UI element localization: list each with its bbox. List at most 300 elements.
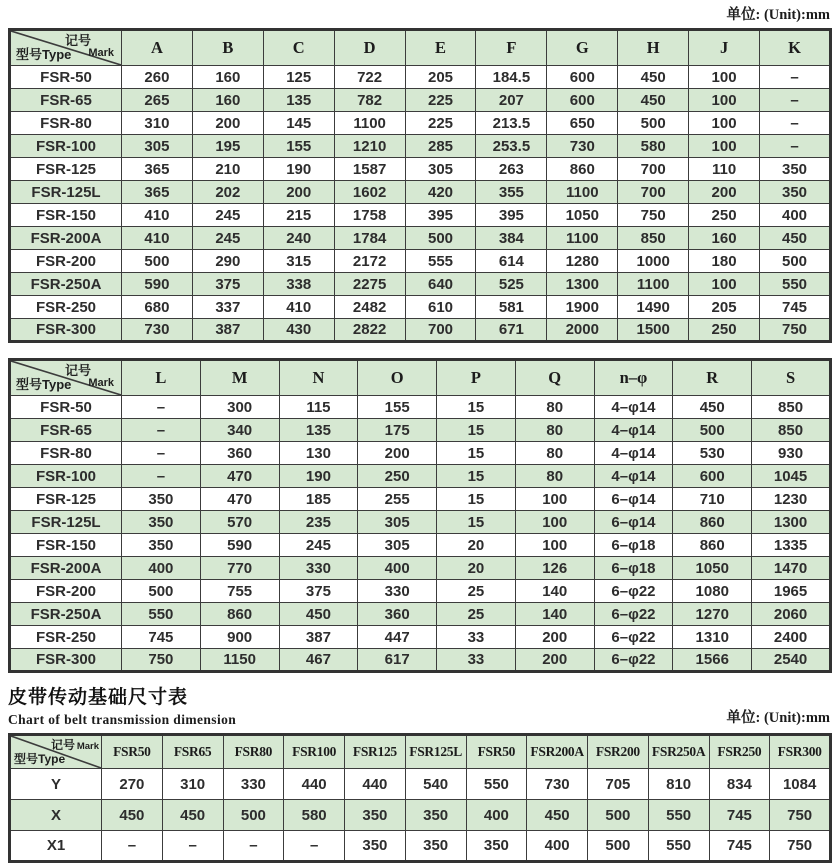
table-row: [10, 603, 831, 626]
value-cell: 33: [437, 626, 516, 649]
value-cell: 614: [476, 250, 547, 273]
value-cell: 722: [334, 66, 405, 89]
value-cell: 2540: [752, 649, 831, 672]
corner-mark-en: Mark: [76, 741, 99, 753]
value-cell: 6–φ22: [594, 626, 673, 649]
column-header: FSR200: [588, 735, 649, 769]
column-header: D: [334, 30, 405, 66]
value-cell: 384: [476, 227, 547, 250]
header-row: [10, 735, 831, 769]
value-cell: 550: [648, 831, 709, 862]
value-cell: 135: [279, 419, 358, 442]
value-cell: 782: [334, 89, 405, 112]
column-header: FSR250: [709, 735, 770, 769]
row-label: Y: [10, 769, 102, 800]
value-cell: 1270: [673, 603, 752, 626]
column-header: H: [618, 30, 689, 66]
value-cell: 450: [102, 800, 163, 831]
value-cell: 600: [547, 89, 618, 112]
value-cell: 130: [279, 442, 358, 465]
value-cell: 6–φ18: [594, 534, 673, 557]
value-cell: 180: [689, 250, 760, 273]
value-cell: 175: [358, 419, 437, 442]
value-cell: 860: [547, 158, 618, 181]
value-cell: 580: [284, 800, 345, 831]
value-cell: 80: [515, 419, 594, 442]
value-cell: 235: [279, 511, 358, 534]
value-cell: 200: [515, 626, 594, 649]
column-header: FSR125: [345, 735, 406, 769]
row-label: FSR-50: [10, 396, 122, 419]
column-header: n–φ: [594, 360, 673, 396]
value-cell: 400: [760, 204, 831, 227]
value-cell: 350: [122, 488, 201, 511]
value-cell: 1230: [752, 488, 831, 511]
value-cell: 225: [405, 112, 476, 135]
row-label: FSR-80: [10, 112, 122, 135]
value-cell: 350: [405, 831, 466, 862]
value-cell: 1045: [752, 465, 831, 488]
value-cell: 750: [618, 204, 689, 227]
value-cell: 15: [437, 465, 516, 488]
value-cell: 100: [689, 273, 760, 296]
value-cell: 1300: [547, 273, 618, 296]
value-cell: –: [760, 112, 831, 135]
value-cell: 1490: [618, 296, 689, 319]
value-cell: 467: [279, 649, 358, 672]
corner-header-cell: [10, 30, 122, 66]
value-cell: 395: [405, 204, 476, 227]
corner-mark-cn: 记号: [50, 738, 75, 753]
table-row: [10, 319, 831, 342]
row-label: FSR-125L: [10, 181, 122, 204]
value-cell: –: [122, 396, 201, 419]
value-cell: 25: [437, 580, 516, 603]
row-label: FSR-100: [10, 135, 122, 158]
table-row: [10, 181, 831, 204]
value-cell: 705: [588, 769, 649, 800]
value-cell: 337: [192, 296, 263, 319]
value-cell: 850: [752, 419, 831, 442]
value-cell: 1050: [673, 557, 752, 580]
value-cell: 140: [515, 603, 594, 626]
value-cell: 350: [345, 800, 406, 831]
value-cell: 450: [162, 800, 223, 831]
value-cell: 365: [122, 181, 193, 204]
column-header: O: [358, 360, 437, 396]
value-cell: 610: [405, 296, 476, 319]
value-cell: 400: [122, 557, 201, 580]
table-row: [10, 831, 831, 862]
value-cell: 6–φ22: [594, 603, 673, 626]
row-label: FSR-65: [10, 89, 122, 112]
value-cell: 200: [358, 442, 437, 465]
value-cell: 834: [709, 769, 770, 800]
value-cell: 395: [476, 204, 547, 227]
corner-header-cell: [10, 360, 122, 396]
column-header: A: [122, 30, 193, 66]
value-cell: 745: [709, 831, 770, 862]
dimension-table-1: [8, 28, 832, 343]
value-cell: 750: [770, 800, 831, 831]
value-cell: 6–φ18: [594, 557, 673, 580]
value-cell: 860: [200, 603, 279, 626]
column-header: E: [405, 30, 476, 66]
column-header: J: [689, 30, 760, 66]
value-cell: 184.5: [476, 66, 547, 89]
row-label: FSR-200A: [10, 557, 122, 580]
header-row: [10, 30, 831, 66]
value-cell: 100: [689, 112, 760, 135]
header-row: [10, 360, 831, 396]
value-cell: 140: [515, 580, 594, 603]
value-cell: 650: [547, 112, 618, 135]
value-cell: 80: [515, 442, 594, 465]
value-cell: 245: [192, 204, 263, 227]
value-cell: 255: [358, 488, 437, 511]
column-header: L: [122, 360, 201, 396]
value-cell: 500: [122, 250, 193, 273]
column-header: S: [752, 360, 831, 396]
value-cell: 440: [345, 769, 406, 800]
value-cell: 375: [192, 273, 263, 296]
table-row: [10, 112, 831, 135]
column-header: FSR300: [770, 735, 831, 769]
value-cell: 1335: [752, 534, 831, 557]
table-row: [10, 273, 831, 296]
value-cell: 500: [122, 580, 201, 603]
value-cell: 710: [673, 488, 752, 511]
value-cell: –: [760, 135, 831, 158]
value-cell: 160: [689, 227, 760, 250]
value-cell: 195: [192, 135, 263, 158]
corner-type-label: 型号Type: [14, 752, 66, 767]
value-cell: 1965: [752, 580, 831, 603]
value-cell: 555: [405, 250, 476, 273]
column-header: K: [760, 30, 831, 66]
column-header: F: [476, 30, 547, 66]
value-cell: 2400: [752, 626, 831, 649]
value-cell: 190: [279, 465, 358, 488]
value-cell: 205: [405, 66, 476, 89]
table-row: [10, 66, 831, 89]
value-cell: 745: [760, 296, 831, 319]
value-cell: 2000: [547, 319, 618, 342]
value-cell: 730: [122, 319, 193, 342]
column-header: FSR65: [162, 735, 223, 769]
value-cell: 540: [405, 769, 466, 800]
value-cell: 355: [476, 181, 547, 204]
value-cell: 20: [437, 534, 516, 557]
value-cell: 750: [760, 319, 831, 342]
value-cell: 1900: [547, 296, 618, 319]
table-row: [10, 419, 831, 442]
value-cell: 500: [760, 250, 831, 273]
value-cell: 4–φ14: [594, 396, 673, 419]
row-label: FSR-200: [10, 580, 122, 603]
value-cell: 617: [358, 649, 437, 672]
value-cell: 850: [618, 227, 689, 250]
value-cell: 33: [437, 649, 516, 672]
value-cell: 100: [689, 135, 760, 158]
value-cell: 225: [405, 89, 476, 112]
column-header: P: [437, 360, 516, 396]
row-label: X: [10, 800, 102, 831]
value-cell: 185: [279, 488, 358, 511]
value-cell: 15: [437, 442, 516, 465]
value-cell: 500: [405, 227, 476, 250]
value-cell: 4–φ14: [594, 465, 673, 488]
table-row: [10, 204, 831, 227]
column-header: N: [279, 360, 358, 396]
value-cell: 745: [709, 800, 770, 831]
value-cell: 213.5: [476, 112, 547, 135]
row-label: FSR-80: [10, 442, 122, 465]
value-cell: 755: [200, 580, 279, 603]
value-cell: 360: [358, 603, 437, 626]
value-cell: 400: [358, 557, 437, 580]
value-cell: 160: [192, 89, 263, 112]
value-cell: 500: [673, 419, 752, 442]
value-cell: 470: [200, 488, 279, 511]
value-cell: 110: [689, 158, 760, 181]
table-row: [10, 135, 831, 158]
row-label: FSR-250: [10, 626, 122, 649]
value-cell: 387: [192, 319, 263, 342]
value-cell: 20: [437, 557, 516, 580]
column-header: R: [673, 360, 752, 396]
value-cell: 290: [192, 250, 263, 273]
value-cell: 15: [437, 488, 516, 511]
value-cell: –: [760, 89, 831, 112]
value-cell: 250: [689, 204, 760, 227]
value-cell: 750: [770, 831, 831, 862]
value-cell: 1084: [770, 769, 831, 800]
value-cell: 350: [466, 831, 527, 862]
value-cell: 200: [689, 181, 760, 204]
value-cell: 190: [263, 158, 334, 181]
value-cell: 6–φ22: [594, 580, 673, 603]
value-cell: 1310: [673, 626, 752, 649]
value-cell: 250: [689, 319, 760, 342]
value-cell: 15: [437, 511, 516, 534]
value-cell: 570: [200, 511, 279, 534]
row-label: FSR-150: [10, 534, 122, 557]
row-label: FSR-125: [10, 158, 122, 181]
column-header: FSR50: [102, 735, 163, 769]
value-cell: 1300: [752, 511, 831, 534]
belt-section-header: [8, 682, 832, 728]
value-cell: 263: [476, 158, 547, 181]
value-cell: 15: [437, 419, 516, 442]
value-cell: 200: [515, 649, 594, 672]
row-label: FSR-200: [10, 250, 122, 273]
value-cell: 440: [284, 769, 345, 800]
value-cell: 305: [358, 511, 437, 534]
value-cell: 2172: [334, 250, 405, 273]
row-label: FSR-50: [10, 66, 122, 89]
value-cell: 350: [122, 534, 201, 557]
row-label: FSR-300: [10, 649, 122, 672]
value-cell: 750: [122, 649, 201, 672]
value-cell: 360: [200, 442, 279, 465]
column-header: G: [547, 30, 618, 66]
value-cell: 387: [279, 626, 358, 649]
value-cell: 100: [515, 534, 594, 557]
column-header: FSR50: [466, 735, 527, 769]
value-cell: 450: [760, 227, 831, 250]
value-cell: 265: [122, 89, 193, 112]
value-cell: 15: [437, 396, 516, 419]
value-cell: 770: [200, 557, 279, 580]
value-cell: 550: [122, 603, 201, 626]
row-label: FSR-250: [10, 296, 122, 319]
value-cell: 730: [547, 135, 618, 158]
value-cell: 315: [263, 250, 334, 273]
value-cell: 590: [200, 534, 279, 557]
value-cell: 470: [200, 465, 279, 488]
value-cell: 2482: [334, 296, 405, 319]
value-cell: 900: [200, 626, 279, 649]
value-cell: 305: [358, 534, 437, 557]
table-row: [10, 511, 831, 534]
table-row: [10, 534, 831, 557]
value-cell: –: [162, 831, 223, 862]
column-header: C: [263, 30, 334, 66]
value-cell: 450: [279, 603, 358, 626]
value-cell: –: [122, 419, 201, 442]
value-cell: 330: [223, 769, 284, 800]
value-cell: 330: [279, 557, 358, 580]
value-cell: 745: [122, 626, 201, 649]
value-cell: –: [102, 831, 163, 862]
table-row: [10, 488, 831, 511]
value-cell: 100: [689, 89, 760, 112]
value-cell: 80: [515, 396, 594, 419]
value-cell: 447: [358, 626, 437, 649]
table-row: [10, 769, 831, 800]
value-cell: 260: [122, 66, 193, 89]
table-row: [10, 396, 831, 419]
table-row: [10, 626, 831, 649]
value-cell: 450: [618, 66, 689, 89]
value-cell: 680: [122, 296, 193, 319]
corner-type-label: 型号Type: [16, 377, 72, 393]
value-cell: 700: [618, 181, 689, 204]
value-cell: 600: [547, 66, 618, 89]
row-label: FSR-65: [10, 419, 122, 442]
unit-label-bottom: 单位: (Unit):mm: [726, 710, 830, 726]
value-cell: 420: [405, 181, 476, 204]
value-cell: 500: [223, 800, 284, 831]
corner-header-cell: [10, 735, 102, 769]
value-cell: 160: [192, 66, 263, 89]
table-row: [10, 465, 831, 488]
dimension-table-2: [8, 358, 832, 673]
column-header: FSR125L: [405, 735, 466, 769]
table-row: [10, 227, 831, 250]
value-cell: 330: [358, 580, 437, 603]
value-cell: 1210: [334, 135, 405, 158]
value-cell: 671: [476, 319, 547, 342]
value-cell: 350: [405, 800, 466, 831]
unit-label-top: 单位: (Unit):mm: [726, 7, 830, 23]
table-row: [10, 442, 831, 465]
value-cell: –: [760, 66, 831, 89]
value-cell: 2060: [752, 603, 831, 626]
value-cell: 245: [192, 227, 263, 250]
value-cell: 350: [345, 831, 406, 862]
value-cell: 310: [162, 769, 223, 800]
value-cell: 338: [263, 273, 334, 296]
value-cell: 155: [358, 396, 437, 419]
value-cell: 205: [689, 296, 760, 319]
value-cell: 1587: [334, 158, 405, 181]
value-cell: 6–φ22: [594, 649, 673, 672]
value-cell: 4–φ14: [594, 419, 673, 442]
column-header: FSR250A: [648, 735, 709, 769]
value-cell: 202: [192, 181, 263, 204]
value-cell: 1100: [547, 227, 618, 250]
value-cell: 550: [466, 769, 527, 800]
value-cell: 100: [515, 488, 594, 511]
value-cell: 100: [689, 66, 760, 89]
row-label: X1: [10, 831, 102, 862]
value-cell: 25: [437, 603, 516, 626]
table-row: [10, 89, 831, 112]
table-row: [10, 296, 831, 319]
value-cell: 1080: [673, 580, 752, 603]
value-cell: 1566: [673, 649, 752, 672]
value-cell: 2275: [334, 273, 405, 296]
value-cell: 1100: [334, 112, 405, 135]
table-row: [10, 580, 831, 603]
value-cell: 115: [279, 396, 358, 419]
value-cell: 1470: [752, 557, 831, 580]
corner-mark-cn: 记号: [64, 363, 91, 379]
value-cell: 860: [673, 534, 752, 557]
value-cell: 305: [405, 158, 476, 181]
value-cell: 550: [648, 800, 709, 831]
value-cell: 305: [122, 135, 193, 158]
row-label: FSR-300: [10, 319, 122, 342]
value-cell: 430: [263, 319, 334, 342]
belt-transmission-table: [8, 733, 832, 863]
column-header: FSR200A: [527, 735, 588, 769]
value-cell: 285: [405, 135, 476, 158]
belt-section-title-en: Chart of belt transmission dimension: [8, 712, 237, 728]
value-cell: 860: [673, 511, 752, 534]
value-cell: 6–φ14: [594, 511, 673, 534]
table-row: [10, 800, 831, 831]
value-cell: 500: [618, 112, 689, 135]
column-header: FSR80: [223, 735, 284, 769]
value-cell: 810: [648, 769, 709, 800]
value-cell: 245: [279, 534, 358, 557]
value-cell: 250: [358, 465, 437, 488]
value-cell: 340: [200, 419, 279, 442]
value-cell: 400: [466, 800, 527, 831]
value-cell: 80: [515, 465, 594, 488]
corner-mark-en: Mark: [88, 47, 114, 60]
value-cell: 365: [122, 158, 193, 181]
value-cell: 207: [476, 89, 547, 112]
value-cell: 240: [263, 227, 334, 250]
table-row: [10, 250, 831, 273]
row-label: FSR-125: [10, 488, 122, 511]
value-cell: 215: [263, 204, 334, 227]
value-cell: 410: [122, 227, 193, 250]
